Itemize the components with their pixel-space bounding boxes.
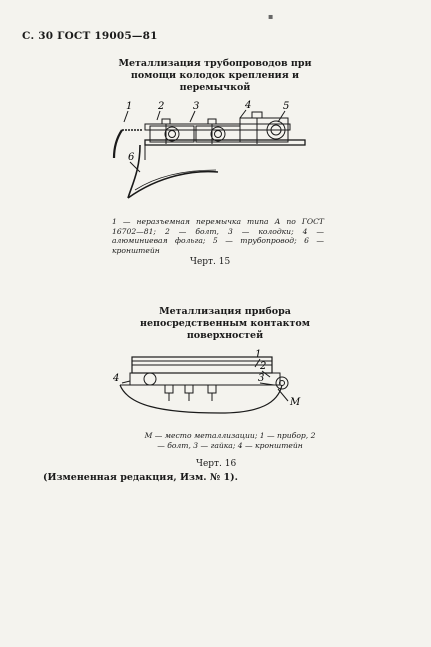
figure16-label: Черт. 16 (196, 459, 237, 469)
fig15-label-4: 4 (245, 100, 252, 111)
fig15-label-1: 1 (126, 101, 133, 112)
fig16-label-4: 4 (113, 373, 120, 384)
fig15-label-3: 3 (193, 101, 200, 112)
figure16-title: Металлизация прибора непосредственным контактом поверхностей (140, 306, 310, 341)
fig16-label-M: М (290, 397, 301, 408)
figure16-drawing (110, 345, 330, 430)
page-header: С. 30 ГОСТ 19005—81 (22, 30, 158, 42)
fig16-label-1: 1 (255, 349, 262, 360)
fig15-label-6: 6 (128, 152, 135, 163)
fig15-label-5: 5 (283, 101, 290, 112)
figure15-drawing (100, 100, 330, 210)
amendment-note: (Измененная редакция, Изм. № 1). (43, 472, 238, 483)
figure15-caption: 1 — неразъемная перемычка типа А по ГОСТ 16702—81; 2 — болт, 3 — колодки; 4 — алюминиевая фольга; 5 — трубопровод; 6 — кронштейн (112, 217, 324, 255)
fig16-label-2: 2 (260, 361, 267, 372)
corner-mark: ▪ (268, 12, 274, 21)
fig15-label-2: 2 (158, 101, 165, 112)
figure15-label: Черт. 15 (190, 257, 231, 267)
figure15-title: Металлизация трубопроводов при помощи колодок крепления и перемычкой (118, 58, 312, 93)
figure16-caption: М — место металлизации; 1 — прибор, 2 — болт, 3 — гайка; 4 — кронштейн (144, 431, 316, 450)
fig16-label-3: 3 (258, 373, 265, 384)
